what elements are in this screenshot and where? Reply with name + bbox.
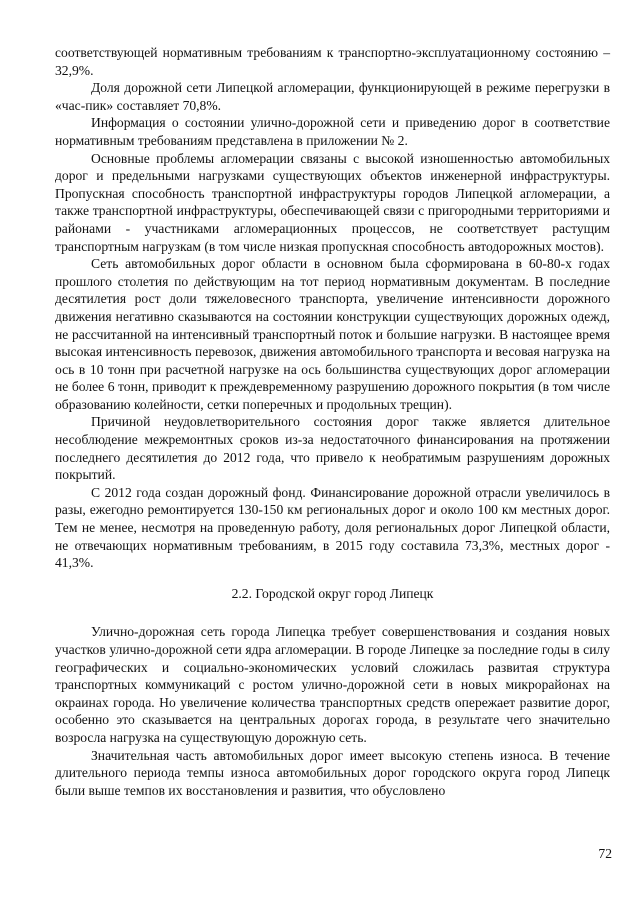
paragraph-2: Доля дорожной сети Липецкой агломерации, функционирующей в режиме перегрузки в «час-пик» составляет 70,8%.	[55, 80, 610, 113]
paragraph-7: С 2012 года создан дорожный фонд. Финансирование дорожной отрасли увеличилось в разы, ежегодно ремонтируется 130-150 км региональных дорог и около 100 км местных дорог. Тем не менее, несмотря на проведенную работу, доля региональных дорог Липецкой области, не отвечающих нормативным требованиям, в 2015 году составила 73,3%, местных дорог - 41,3%.	[55, 484, 610, 571]
paragraph-5: Сеть автомобильных дорог области в основном была сформирована в 60-80-х годах прошлого столетия по действующим на тот период нормативным документам. В последние десятилетия рост доли тяжеловесного транспорта, увеличение интенсивности дорожного движения негативно сказываются на состоянии конструкции существующих дорожных одежд, не рассчитанной на интенсивный транспортный поток и большие нагрузки. В настоящее время высокая интенсивность перевозок, движения автомобильного транспорта и весовая нагрузка на ось в 10 тонн при расчетной нагрузке на ось большинства существующих дорог агломерации не более 6 тонн, приводит к преждевременному разрушению дорожного покрытия (в том числе образованию колейности, сетки поперечных и продольных трещин).	[55, 256, 610, 412]
section-heading: 2.2. Городской округ город Липецк	[231, 585, 434, 601]
paragraph-3: Информация о состоянии улично-дорожной сети и приведению дорог в соответствие нормативным требованиям представлена в приложении № 2.	[55, 115, 610, 148]
paragraph-1: соответствующей нормативным требованиям к транспортно-эксплуатационному состоянию – 32,9%.	[55, 45, 610, 78]
page-number: 72	[598, 846, 612, 861]
paragraph-4: Основные проблемы агломерации связаны с высокой изношенностью автомобильных дорог и предельными нагрузками существующих объектов инженерной инфраструктуры. Пропускная способность транспортной инфраструктуры городов Липецкой агломерации, а также транспортной инфраструктуры, обеспечивающей связи с пригородными территориями и районами - участниками агломерационных процессов, не соответствует растущим транспортным нагрузкам (в том числе низкая пропускная способность автодорожных мостов).	[55, 150, 610, 254]
paragraph-6: Причиной неудовлетворительного состояния дорог также является длительное несоблюдение межремонтных сроков из-за недостаточного финансирования на протяжении последнего десятилетия до 2012 года, что привело к необратимым разрушениям дорожных покрытий.	[55, 414, 610, 483]
body-text-before	[55, 44, 610, 572]
paragraph-9: Значительная часть автомобильных дорог имеет высокую степень износа. В течение длительного периода темпы износа автомобильных дорог городского округа город Липецк были выше темпов их восстановления и развития, что обусловлено	[55, 747, 610, 798]
paragraph-8: Улично-дорожная сеть города Липецка требует совершенствования и создания новых участков улично-дорожной сети ядра агломерации. В городе Липецке за последние годы в силу географических и социально-экономических условий сложилась развитая структура транспортных коммуникаций с ростом улично-дорожной сети в новых микрорайонах на окраинах города. Но увеличение количества транспортных средств опережает развитие дорог, особенно это сказывается на центральных дорогах города, в результате чего значительно возросла нагрузка на существующую дорожную сеть.	[55, 624, 610, 745]
document-page	[55, 44, 610, 799]
body-text-after	[55, 623, 610, 799]
